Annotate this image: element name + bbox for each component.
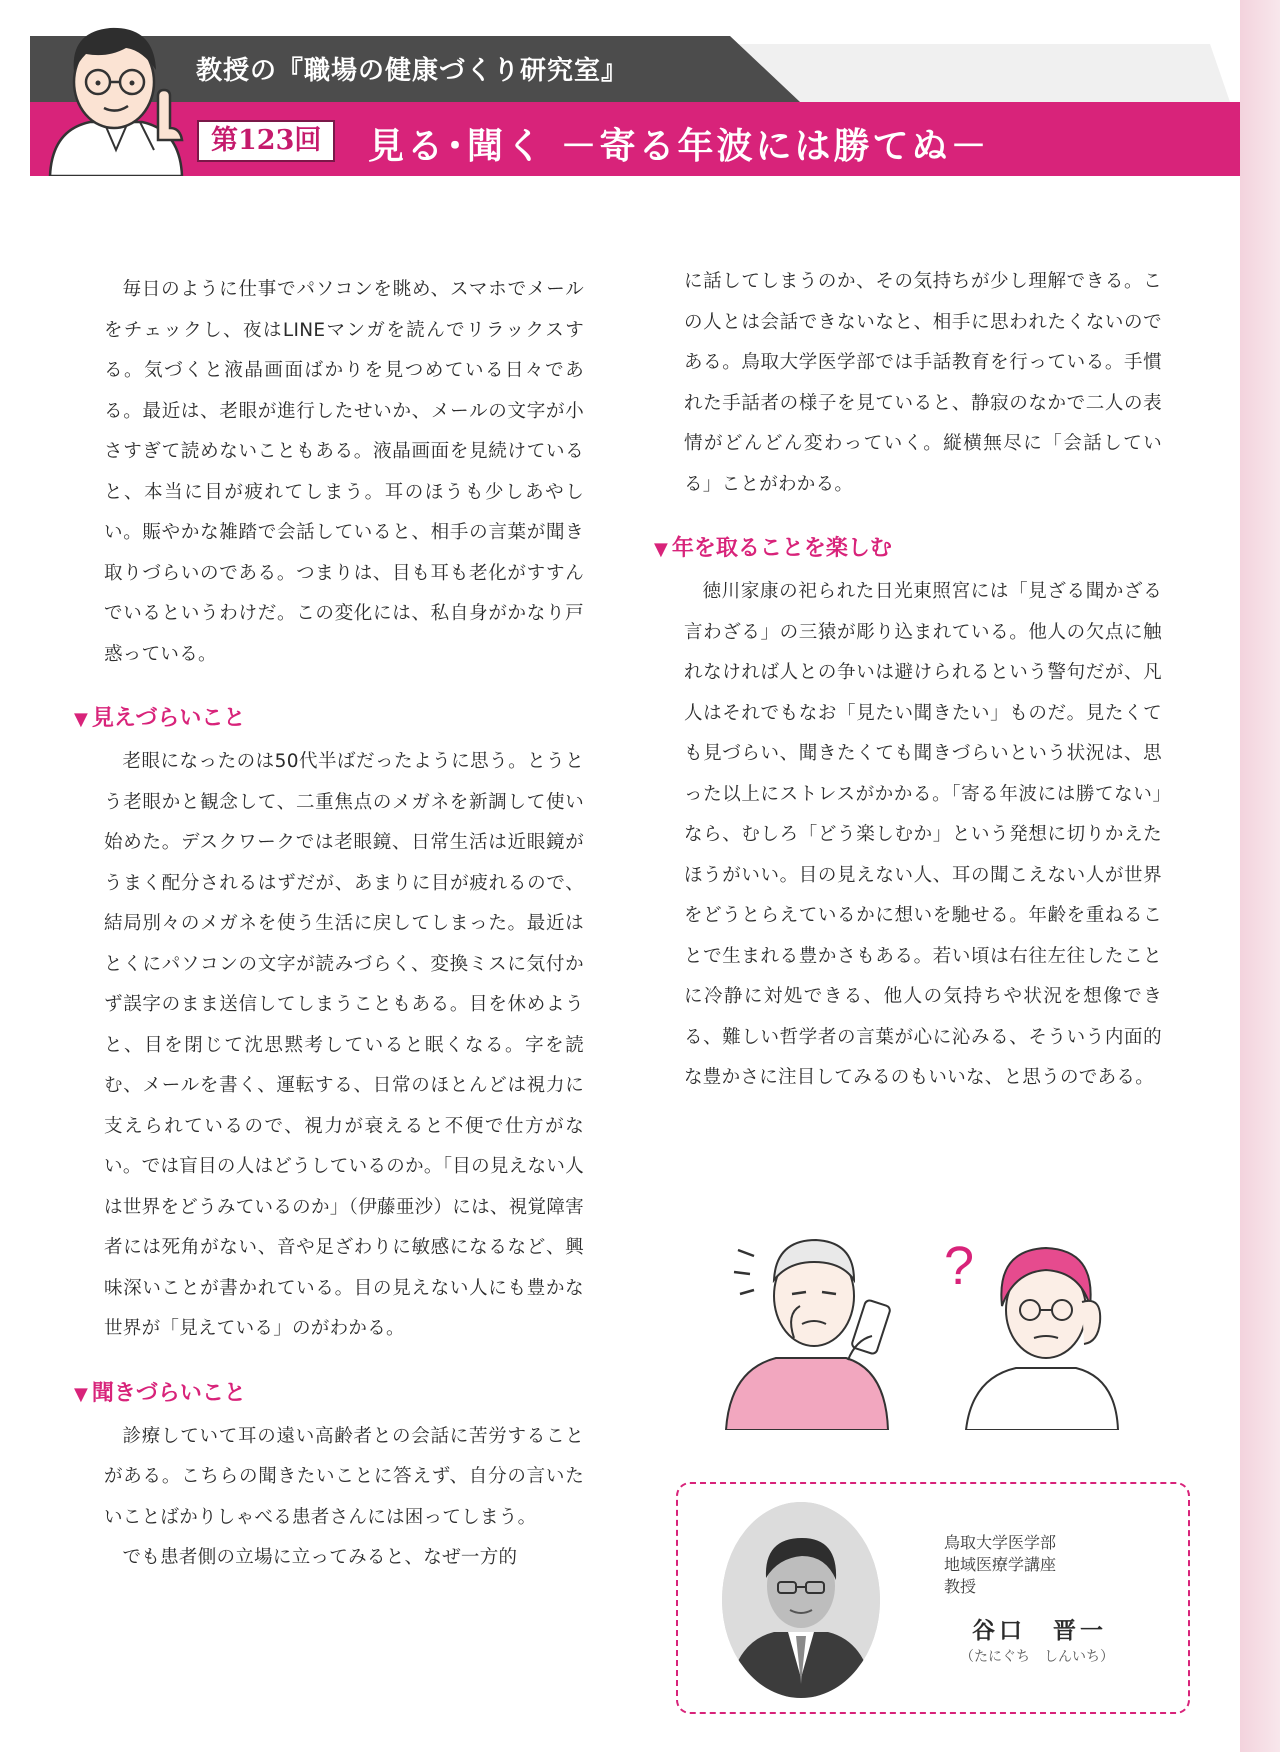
author-affiliation-line: 地域医療学講座: [944, 1555, 1057, 1574]
author-affiliation-line: 鳥取大学医学部: [944, 1533, 1057, 1552]
aging-paragraph: 徳川家康の祀られた日光東照宮には「見ざる聞かざる言わざる」の三猿が彫り込まれている。他人の欠点に触れなければ人との争いは避けられるという警句だが、凡人はそれでもなお「見たい聞きたい」ものだ。見たくても見づらい、聞きたくても聞きづらいという状況は、思った以上にストレスがかかる。「寄る年波には勝てない」なら、むしろ「どう楽しむか」という発想に切りかえたほうがいい。目の見えない人、耳の聞こえない人が世界をどうとらえているかに想いを馳せる。年齢を重ねることで生まれる豊かさもある。若い頃は右往左往したことに冷静に対処できる、他人の気持ちや状況を想像できる、難しい哲学者の言葉が心に沁みる、そういう内面的な豊かさに注目してみるのもいいな、と思うのである。: [684, 581, 1162, 1088]
professor-mascot-icon: [30, 10, 200, 176]
section-heading-seeing: ▼ 見えづらいこと: [74, 701, 584, 738]
hearing-paragraph-1: 診療していて耳の遠い高齢者との会話に苦労することがある。こちらの聞きたいことに答えず、自分の言いたいことばかりしゃべる患者さんには困ってしまう。: [104, 1425, 584, 1528]
author-name: 谷口 晋一: [972, 1618, 1107, 1644]
author-affiliation: [944, 1532, 1056, 1598]
author-name-reading: （たにぐち しんいち）: [960, 1649, 1114, 1665]
left-column: [74, 270, 584, 1579]
author-photo: [722, 1502, 880, 1698]
series-title: 教授の『職場の健康づくり研究室』: [196, 56, 629, 86]
author-profile-box: [676, 1482, 1190, 1714]
author-affiliation-line: 教授: [944, 1577, 977, 1596]
svg-text:?: ?: [944, 1236, 975, 1296]
seeing-paragraph: 老眼になったのは50代半ばだったように思う。とうとう老眼かと観念して、二重焦点のメガネを新調して使い始めた。デスクワークでは老眼鏡、日常生活は近眼鏡がうまく配分されるはずだが、あまりに目が疲れるので、結局別々のメガネを使う生活に戻してしまった。最近はとくにパソコンの文字が読みづらく、変換ミスに気付かず誤字のまま送信してしまうこともある。目を休めようと、目を閉じて沈思黙考していると眠くなる。字を読む、メールを書く、運転する、日常のほとんどは視力に支えられているので、視力が衰えると不便で仕方がない。では盲目の人はどうしているのか。「目の見えない人は世界をどうみているのか」（伊藤亜沙）には、視覚障害者には死角がない、音や足ざわりに敏感になるなど、興味深いことが書かれている。目の見えない人にも豊かな世界が「見えている」のがわかる。: [104, 751, 584, 1339]
intro-paragraph: 毎日のように仕事でパソコンを眺め、スマホでメールをチェックし、夜はLINEマンガを読んでリラックスする。気づくと液晶画面ばかりを見つめている日々である。最近は、老眼が進行したせいか、メールの文字が小さすぎて読めないこともある。液晶画面を見続けていると、本当に目が疲れてしまう。耳のほうも少しあやしい。賑やかな雑踏で会話していると、相手の言葉が聞き取りづらいのである。つまりは、目も耳も老化がすすんでいるというわけだ。この変化には、私自身がかなり戸惑っている。: [104, 279, 584, 665]
page-edge-strip: [1240, 0, 1280, 1752]
header-ghost-band: [730, 44, 1230, 102]
hearing-paragraph-2: でも患者側の立場に立ってみると、なぜ一方的: [122, 1547, 518, 1568]
triangle-down-icon: ▼: [654, 539, 668, 560]
elderly-couple-illustration: [716, 1210, 1136, 1430]
episode-title: 見る･聞く －寄る年波には勝てぬ－: [368, 126, 990, 167]
author-portrait-icon: [722, 1502, 880, 1698]
hearing-paragraph-continued: に話してしまうのか、その気持ちが少し理解できる。この人とは会話できないなと、相手に思われたくないのである。鳥取大学医学部では手話教育を行っている。手慣れた手話者の様子を見ていると、静寂のなかで二人の表情がどんどん変わっていく。縦横無尽に「会話している」ことがわかる。: [684, 271, 1162, 495]
section-heading-aging: ▼ 年を取ることを楽しむ: [654, 531, 1162, 568]
right-column: [654, 262, 1162, 1099]
episode-number-badge: 第123回: [197, 120, 335, 162]
triangle-down-icon: ▼: [74, 709, 88, 730]
triangle-down-icon: ▼: [74, 1383, 88, 1405]
section-heading-hearing: ▼ 聞きづらいこと: [74, 1376, 584, 1413]
